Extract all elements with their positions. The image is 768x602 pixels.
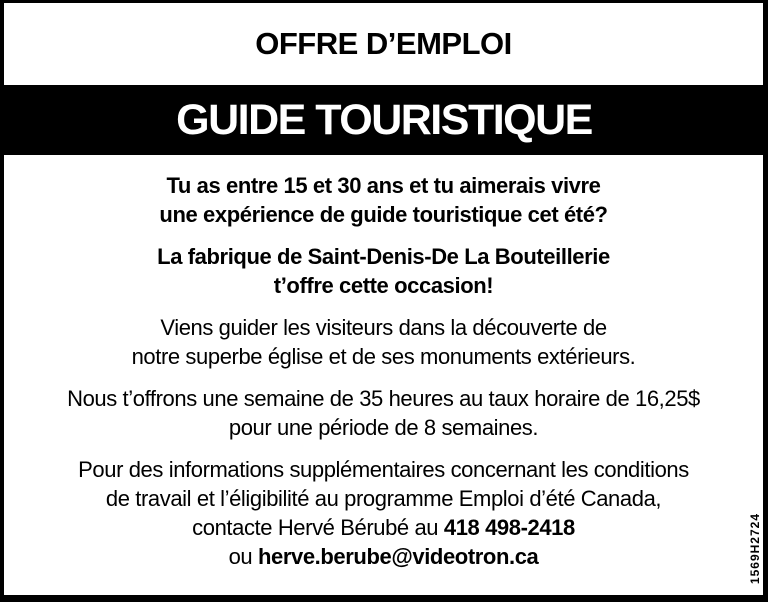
text-line: Viens guider les visiteurs dans la découverte de — [160, 315, 607, 340]
text-line — [4, 542, 763, 571]
reference-code: 1569H2724 — [748, 512, 762, 584]
ad-body — [4, 155, 763, 571]
contact-name-text: contacte Hervé Bérubé au — [192, 515, 444, 540]
compensation-paragraph — [4, 384, 763, 442]
text-line: Tu as entre 15 et 30 ans et tu aimerais vivre — [166, 173, 601, 198]
ad-header-title: OFFRE D’EMPLOI — [255, 26, 512, 61]
ad-header — [4, 3, 763, 85]
text-line: notre superbe église et de ses monuments extérieurs. — [131, 344, 636, 369]
email-address: herve.berube@videotron.ca — [257, 544, 539, 569]
email-prefix-text: ou — [228, 544, 258, 569]
text-line: une expérience de guide touristique cet été? — [159, 202, 608, 227]
job-title: GUIDE TOURISTIQUE — [176, 95, 592, 144]
text-line — [4, 513, 763, 542]
phone-number: 418 498-2418 — [443, 515, 575, 540]
text-line: t’offre cette occasion! — [273, 273, 494, 298]
text-line: La fabrique de Saint-Denis-De La Bouteillerie — [157, 244, 610, 269]
job-title-banner — [0, 85, 768, 155]
intro-paragraph — [4, 171, 763, 229]
text-line: de travail et l’éligibilité au programme Emploi d’été Canada, — [105, 486, 662, 511]
contact-paragraph — [4, 455, 763, 571]
organization-paragraph — [4, 242, 763, 300]
text-line: Nous t’offrons une semaine de 35 heures au taux horaire de 16,25$ — [67, 386, 700, 411]
role-description-paragraph — [4, 313, 763, 371]
text-line: Pour des informations supplémentaires concernant les conditions — [78, 457, 689, 482]
text-line: pour une période de 8 semaines. — [228, 415, 539, 440]
